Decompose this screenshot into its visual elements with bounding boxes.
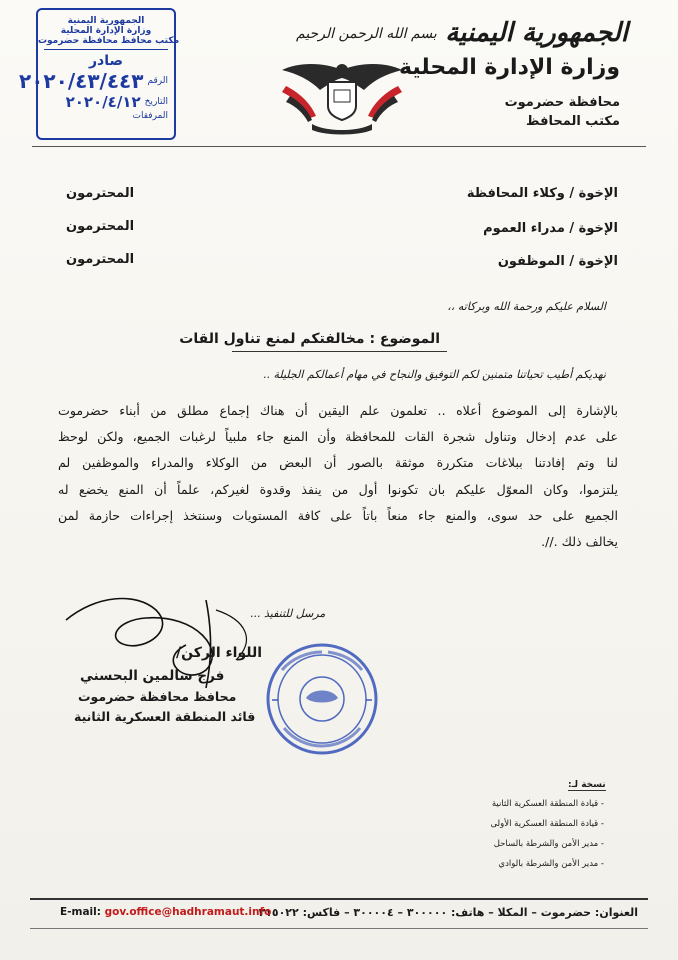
office-name: مكتب المحافظ (526, 114, 620, 129)
body-line: بالإشارة إلى الموضوع أعلاه .. تعلمون علم اليقين أن هناك إجماع مطلق من أبناء حضرموت (58, 403, 618, 418)
republic-title: الجمهورية اليمنية (445, 18, 628, 48)
subject-line (179, 331, 440, 347)
body-line: يلتزموا، وكان المعوّل عليكم بان تكونوا أول من ينفذ وقدوة لغيركم، علماً أن المنع يخضع له (58, 481, 618, 497)
official-seal-icon (262, 640, 382, 758)
subject-underline (232, 351, 447, 352)
stamp-line-2: وزارة الإدارة المحلية (60, 26, 152, 36)
copy-item: - قيادة المنطقة العسكرية الثانية (491, 799, 604, 809)
footer-divider (30, 898, 648, 900)
copies-label: نسخة لـ: (568, 780, 606, 790)
body-line: الجميع على حد سوى، والمنع جاء منعاً باتاً على كافة المستويات وسنتخذ إجراءات حازمة لمن (58, 507, 618, 523)
copy-item-text: قيادة المنطقة العسكرية الثانية (491, 799, 599, 809)
email-address[interactable]: gov.office@hadhramaut.info (104, 906, 272, 918)
intro-text: نهديكم أطيب تحياتنا متمنين لكم التوفيق والنجاح في مهام أعمالكم الجليلة .. (262, 368, 606, 381)
body-paragraph (58, 398, 618, 555)
body-line: لنا وتم إفادتنا ببلاغات متكررة موثقة بالصور أن البعض من الوكلاء والمدراء والموظفين لم (58, 455, 618, 471)
stamp-ref-label: الرقم (147, 76, 168, 86)
subject-text: مخالفتكم لمنع تناول القات (179, 331, 365, 347)
province-name: محافظة حضرموت (504, 95, 620, 110)
copy-item: - مدير الأمن والشرطة بالساحل (493, 839, 604, 849)
signatory-title: محافظ محافظة حضرموت (78, 689, 237, 704)
greeting: السلام عليكم ورحمة الله وبركاته ،، (447, 300, 606, 313)
copy-item: - مدير الأمن والشرطة بالوادي (498, 859, 604, 869)
stamp-attachments-label: المرفقات (132, 111, 168, 121)
copy-item: - قيادة المنطقة العسكرية الأولى (490, 819, 604, 829)
copy-item-text: مدير الأمن والشرطة بالوادي (498, 859, 599, 869)
stamp-date-value: ٢٠٢٠/٤/١٢ (65, 93, 141, 111)
subject-label: الموضوع : (369, 331, 440, 347)
stamp-ref-value: ٢٠٢٠/٤٣/٤٤٣ (19, 69, 144, 93)
header-divider (32, 146, 646, 147)
outgoing-stamp (19, 8, 180, 140)
honorific-1: المحترمون (66, 186, 135, 201)
signatory-title-2: قائد المنطقة العسكرية الثانية (74, 709, 256, 724)
addressee-3: الإخوة / الموظفون (497, 254, 618, 269)
signatory-name: فرج سالمين البحسني (80, 668, 225, 684)
addressee-1: الإخوة / وكلاء المحافظة (466, 186, 618, 201)
honorific-2: المحترمون (66, 219, 135, 234)
execution-note: مرسل للتنفيذ ... (250, 607, 326, 620)
body-line: على عدم إدخال وتناول شجرة القات للمحافظة وأن المنع جاء ملبياً لرغبات الجميع، ولكن لوحظ (58, 429, 618, 445)
footer-address: العنوان: حضرموت – المكلا – هاتف: ٣٠٠٠٠٠ – ٣٠٠٠٠٤ – فاكس: ٣١٥٠٢٢ (258, 906, 638, 919)
addressee-2: الإخوة / مدراء العموم (483, 221, 618, 236)
stamp-date-label: التاريخ (144, 97, 168, 107)
signatory-rank: اللواء الركن/ (176, 645, 262, 661)
footer-email (60, 906, 271, 918)
honorific-3: المحترمون (66, 252, 135, 267)
footer-thin-rule (30, 928, 648, 929)
bismillah: بسم الله الرحمن الرحيم (296, 26, 437, 42)
body-line: يخالف ذلك .//. (541, 534, 618, 550)
copy-item-text: مدير الأمن والشرطة بالساحل (493, 839, 599, 849)
stamp-line-3: مكتب محافظ محافظة حضرموت (38, 36, 180, 46)
stamp-outgoing: صادر (88, 53, 124, 69)
ministry-title: وزارة الإدارة المحلية (399, 55, 620, 80)
email-label: E-mail: (60, 906, 101, 918)
copy-item-text: قيادة المنطقة العسكرية الأولى (490, 819, 599, 829)
eagle-emblem-icon (276, 56, 408, 136)
stamp-line-1: الجمهورية اليمنية (67, 16, 145, 26)
